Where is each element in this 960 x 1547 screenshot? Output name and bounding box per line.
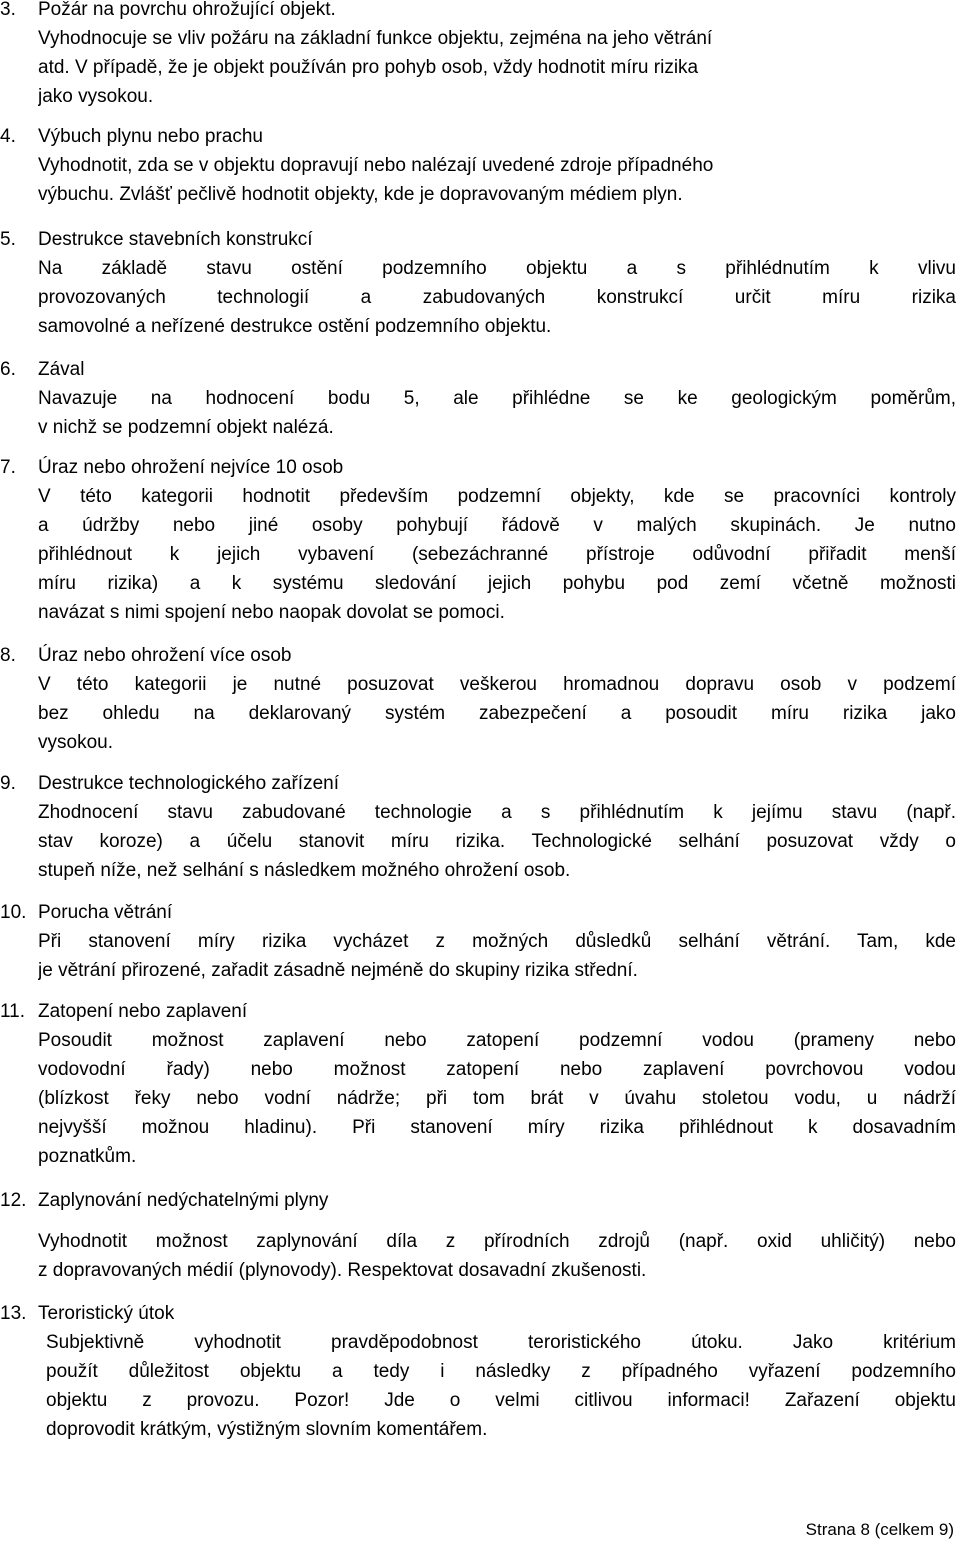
item-number: 3.: [0, 0, 16, 20]
item-text-line: Vyhodnotit, zda se v objektu dopravují nebo nalézají uvedené zdroje případného: [38, 155, 714, 176]
item-text-line: Subjektivně vyhodnotit pravděpodobnost teroristického útoku. Jako kritérium: [46, 1332, 956, 1353]
item-heading: Destrukce technologického zařízení: [38, 773, 339, 794]
item-text-line: objektu z provozu. Pozor! Jde o velmi citlivou informaci! Zařazení objektu: [46, 1390, 956, 1411]
item-text-line: (blízkost řeky nebo vodní nádrže; při tom brát v úvahu stoletou vodu, u nádrží: [38, 1088, 956, 1109]
item-number: 9.: [0, 773, 16, 794]
item-text-line: bez ohledu na deklarovaný systém zabezpečení a posoudit míru rizika jako: [38, 703, 956, 724]
item-heading: Porucha větrání: [38, 902, 173, 923]
item-body: [38, 1299, 956, 1444]
item-number: 10.: [0, 902, 27, 923]
item-body: [38, 122, 956, 209]
item-text-line: Na základě stavu ostění podzemního objektu a s přihlédnutím k vlivu: [38, 258, 956, 279]
item-text-line: Navazuje na hodnocení bodu 5, ale přihlédne se ke geologickým poměrům,: [38, 388, 956, 409]
item-text-line: navázat s nimi spojení nebo naopak dovolat se pomoci.: [38, 602, 505, 623]
item-text-line: nejvyšší možnou hladinu). Při stanovení míry rizika přihlédnout k dosavadním: [38, 1117, 956, 1138]
item-text-line: provozovaných technologií a zabudovaných konstrukcí určit míru rizika: [38, 287, 956, 308]
item-number: 5.: [0, 229, 16, 250]
item-text-line: V této kategorii hodnotit především podzemní objekty, kde se pracovníci kontroly: [38, 486, 956, 507]
item-text-line: stav koroze) a účelu stanovit míru rizika. Technologické selhání posuzovat vždy o: [38, 831, 956, 852]
item-heading: Teroristický útok: [38, 1303, 175, 1324]
item-body: [38, 641, 956, 757]
item-body: [38, 355, 956, 442]
item-number: 12.: [0, 1190, 27, 1211]
item-heading: Požár na povrchu ohrožující objekt.: [38, 0, 336, 20]
item-text-line: je větrání přirozené, zařadit zásadně nejméně do skupiny rizika střední.: [38, 960, 638, 981]
item-heading: Úraz nebo ohrožení více osob: [38, 645, 292, 666]
item-heading: Zával: [38, 359, 85, 380]
item-body: [38, 0, 956, 111]
item-heading: Destrukce stavebních konstrukcí: [38, 229, 313, 250]
item-text-line: použít důležitost objektu a tedy i následky z případného vyřazení podzemního: [46, 1361, 956, 1382]
item-number: 4.: [0, 126, 16, 147]
item-text-line: a údržby nebo jiné osoby pohybují řádově v malých skupinách. Je nutno: [38, 515, 956, 536]
item-text-line: stupeň níže, než selhání s následkem možného ohrožení osob.: [38, 860, 571, 881]
item-text-line: Zhodnocení stavu zabudované technologie a s přihlédnutím k jejímu stavu (např.: [38, 802, 956, 823]
item-spacer: [38, 1215, 956, 1227]
item-text-line: doprovodit krátkým, výstižným slovním komentářem.: [46, 1419, 488, 1440]
item-text-line: míru rizika) a k systému sledování jejich pohybu pod zemí včetně možnosti: [38, 573, 956, 594]
item-text-line: jako vysokou.: [38, 86, 154, 107]
item-text-line: poznatkům.: [38, 1146, 137, 1167]
item-body: [38, 453, 956, 627]
item-text-line: Posoudit možnost zaplavení nebo zatopení podzemní vodou (prameny nebo: [38, 1030, 956, 1051]
item-number: 8.: [0, 645, 16, 666]
item-text-line: atd. V případě, že je objekt používán pro pohyb osob, vždy hodnotit míru rizika: [38, 57, 699, 78]
item-number: 7.: [0, 457, 16, 478]
item-text-line: samovolné a neřízené destrukce ostění podzemního objektu.: [38, 316, 552, 337]
item-number: 13.: [0, 1303, 27, 1324]
item-text-line: vodovodní řady) nebo možnost zatopení nebo zaplavení povrchovou vodou: [38, 1059, 956, 1080]
item-body: [38, 769, 956, 885]
page-number: Strana 8 (celkem 9): [805, 1520, 954, 1539]
item-body: [38, 1186, 956, 1285]
item-text-line: v nichž se podzemní objekt nalézá.: [38, 417, 334, 438]
item-body: [38, 898, 956, 985]
item-text-line: přihlédnout k jejich vybavení (sebezáchranné přístroje odůvodní přiřadit menší: [38, 544, 956, 565]
item-text-line: Při stanovení míry rizika vycházet z možných důsledků selhání větrání. Tam, kde: [38, 931, 956, 952]
item-text-line: výbuchu. Zvlášť pečlivě hodnotit objekty, kde je dopravovaným médiem plyn.: [38, 184, 683, 205]
item-text-line: vysokou.: [38, 732, 113, 753]
item-text-line: Vyhodnocuje se vliv požáru na základní funkce objektu, zejména na jeho větrání: [38, 28, 713, 49]
item-heading: Zaplynování nedýchatelnými plyny: [38, 1190, 329, 1211]
item-number: 6.: [0, 359, 16, 380]
item-body: [38, 997, 956, 1171]
item-body: [38, 225, 956, 341]
item-heading: Zatopení nebo zaplavení: [38, 1001, 248, 1022]
item-text-line: Vyhodnotit možnost zaplynování díla z přírodních zdrojů (např. oxid uhličitý) nebo: [38, 1231, 956, 1252]
item-text-line: V této kategorii je nutné posuzovat veškerou hromadnou dopravu osob v podzemí: [38, 674, 956, 695]
item-heading: Výbuch plynu nebo prachu: [38, 126, 263, 147]
item-text-line: z dopravovaných médií (plynovody). Respektovat dosavadní zkušenosti.: [38, 1260, 647, 1281]
item-heading: Úraz nebo ohrožení nejvíce 10 osob: [38, 457, 344, 478]
item-number: 11.: [0, 1001, 26, 1022]
